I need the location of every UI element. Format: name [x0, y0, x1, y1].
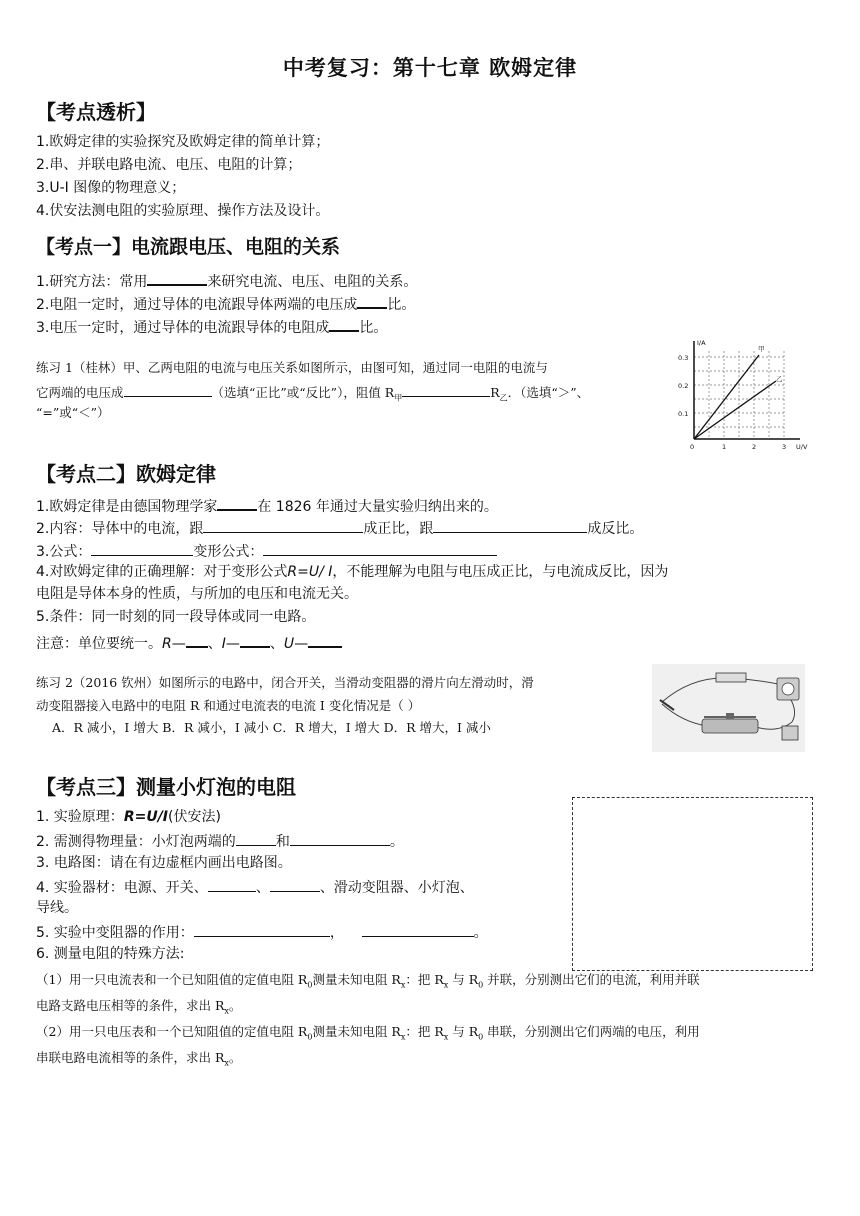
blank-field[interactable] — [270, 876, 320, 892]
analysis-item: 4.伏安法测电阻的实验原理、操作方法及设计。 — [36, 203, 330, 219]
y-tick-label: 0.1 — [678, 410, 689, 418]
rheostat-icon — [702, 719, 758, 733]
blank-field[interactable] — [433, 517, 587, 533]
blank-field[interactable] — [91, 540, 193, 556]
y-axis-unit: I/A — [697, 339, 706, 347]
blank-field[interactable] — [240, 631, 270, 648]
graph-line-jia — [694, 355, 759, 439]
blank-field[interactable] — [186, 631, 208, 648]
point1-line1: 1.研究方法：常用 来研究电流、电压、电阻的关系。 — [36, 269, 417, 292]
battery-icon — [716, 673, 746, 682]
blank-field[interactable] — [290, 830, 390, 846]
point3-line2: 2. 需测得物理量：小灯泡两端的 和 。 — [36, 830, 404, 852]
blank-field[interactable] — [402, 381, 490, 397]
point2-line5: 5.条件：同一时刻的同一段导体或同一电路。 — [36, 609, 316, 625]
method2-line1: （2）用一只电压表和一个已知阻值的定值电阻 $R_0$测量未知电阻 $R_x$：把 $R_x$ 与 $R_0$ 串联，分别测出它们两端的电压，利用 — [36, 1024, 700, 1042]
point2-note: 注意：单位要统一。R— 、I— 、U— — [36, 631, 342, 654]
exercise2-line1: 练习 2（2016 钦州）如图所示的电路中，闭合开关，当滑动变阻器的滑片向左滑动时，滑 — [36, 675, 534, 690]
analysis-item: 3.U-I 图像的物理意义； — [36, 180, 186, 196]
analysis-item: 1.欧姆定律的实验探究及欧姆定律的简单计算； — [36, 134, 330, 150]
x-tick-label: 2 — [752, 443, 757, 450]
blank-field[interactable] — [357, 292, 387, 309]
section-heading-point3: 【考点三】测量小灯泡的电阻 — [36, 775, 296, 799]
section-heading-point2: 【考点二】欧姆定律 — [36, 462, 216, 486]
method1-line2: 电路支路电压相等的条件，求出 $R_x$。 — [36, 998, 242, 1016]
point2-line1: 1.欧姆定律是由德国物理学家 在 1826 年通过大量实验归纳出来的。 — [36, 494, 498, 517]
point2-line2: 2.内容：导体中的电流，跟 成正比，跟 成反比。 — [36, 517, 643, 539]
circuit-drawing-box[interactable] — [572, 797, 813, 971]
graph-line-yi — [694, 381, 776, 439]
point3-line1: 1. 实验原理：R=U/I(伏安法) — [36, 809, 221, 825]
y-tick-label: 0.2 — [678, 382, 689, 390]
blank-field[interactable] — [147, 269, 207, 286]
x-tick-label: 3 — [782, 443, 787, 450]
x-tick-label: 0 — [690, 443, 695, 450]
blank-field[interactable] — [263, 540, 497, 556]
exercise2-options: A．R 减小，I 增大 B．R 减小，I 减小 C．R 增大，I 增大 D．R 增大，I 减小 — [52, 720, 491, 735]
method2-line2: 串联电路电流相等的条件，求出 $R_x$。 — [36, 1050, 242, 1068]
point3-line4-cont: 导线。 — [36, 900, 78, 916]
blank-field[interactable] — [308, 631, 342, 648]
blank-field[interactable] — [329, 315, 359, 332]
blank-field[interactable] — [236, 830, 276, 846]
blank-field[interactable] — [217, 494, 257, 511]
analysis-item: 2.串、并联电路电流、电压、电阻的计算； — [36, 157, 302, 173]
point2-line3: 3.公式： 变形公式： — [36, 540, 497, 562]
x-tick-label: 1 — [722, 443, 727, 450]
x-axis-unit: U/V — [796, 443, 808, 450]
exercise1-line2: 它两端的电压成 （选填“正比”或“反比”），阻值 $R_甲$ $R_乙$．（选填“＞”、 — [36, 381, 589, 409]
page-title: 中考复习：第十七章 欧姆定律 — [282, 56, 578, 80]
y-tick-label: 0.3 — [678, 354, 689, 362]
line-label-jia: 甲 — [758, 345, 765, 353]
circuit-figure — [652, 664, 805, 752]
lamp-holder-icon — [782, 726, 798, 740]
point3-line5: 5. 实验中变阻器的作用： ， 。 — [36, 921, 488, 943]
method1-line1: （1）用一只电流表和一个已知阻值的定值电阻 $R_0$测量未知电阻 $R_x$：把 $R_x$ 与 $R_0$ 并联，分别测出它们的电流，利用并联 — [36, 972, 700, 990]
exercise1-line1: 练习 1（桂林）甲、乙两电阻的电流与电压关系如图所示，由图可知，通过同一电阻的电流与 — [36, 360, 548, 375]
point3-line4: 4. 实验器材：电源、开关、 、 、滑动变阻器、小灯泡、 — [36, 876, 474, 898]
section-heading-analysis: 【考点透析】 — [36, 100, 156, 124]
section-heading-point1: 【考点一】电流跟电压、电阻的关系 — [36, 236, 341, 258]
current-voltage-graph — [672, 333, 814, 450]
point3-line6: 6. 测量电阻的特殊方法: — [36, 946, 185, 962]
point1-line2: 2.电阻一定时，通过导体的电流跟导体两端的电压成 比。 — [36, 292, 415, 315]
blank-field[interactable] — [203, 517, 363, 533]
point2-line4-cont: 电阻是导体本身的性质，与所加的电压和电流无关。 — [36, 586, 358, 602]
blank-field[interactable] — [124, 381, 212, 397]
exercise2-line2: 动变阻器接入电路中的电阻 R 和通过电流表的电流 I 变化情况是（ ） — [36, 698, 421, 713]
blank-field[interactable] — [194, 921, 330, 937]
exercise1-line3: “=”或“＜”） — [36, 405, 110, 420]
point2-line4: 4.对欧姆定律的正确理解：对于变形公式R=U/ I，不能理解为电阻与电压成正比，与电流成反比，因为 — [36, 564, 669, 580]
line-label-yi: 乙 — [776, 375, 783, 383]
point1-line3: 3.电压一定时，通过导体的电流跟导体的电阻成 比。 — [36, 315, 387, 338]
blank-field[interactable] — [208, 876, 256, 892]
point3-line3: 3. 电路图：请在有边虚框内画出电路图。 — [36, 855, 292, 871]
blank-field[interactable] — [362, 921, 474, 937]
